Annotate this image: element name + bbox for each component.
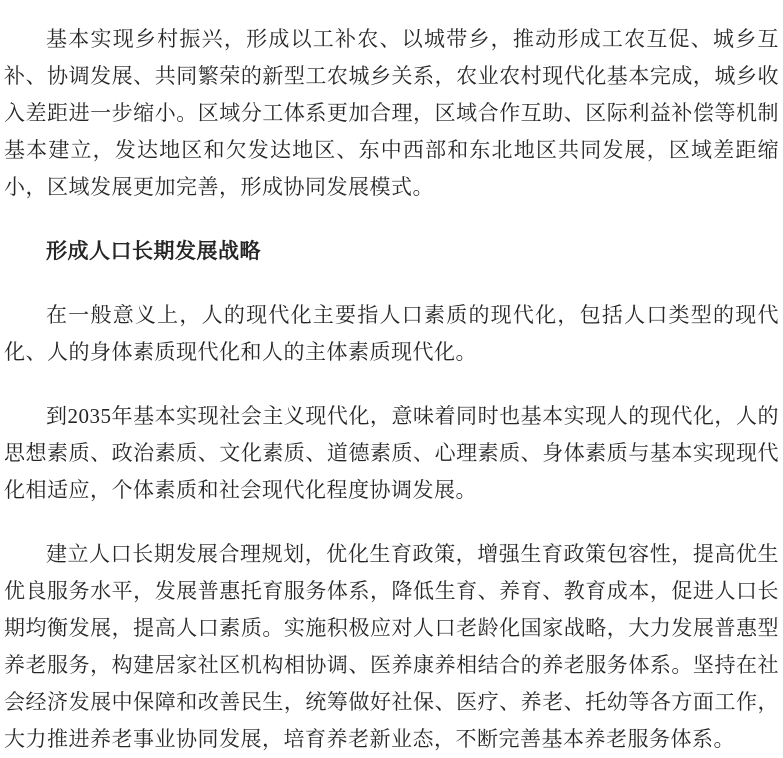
paragraph: 在一般意义上，人的现代化主要指人口素质的现代化，包括人口类型的现代化、人的身体素质现代化和人的主体素质现代化。 (4, 303, 779, 364)
paragraph: 建立人口长期发展合理规划，优化生育政策，增强生育政策包容性，提高优生优良服务水平，发展普惠托育服务体系，降低生育、养育、教育成本，促进人口长期均衡发展，提高人口素质。实施积极应对人口老龄化国家战略，大力发展普惠型养老服务，构建居家社区机构相协调、医养康养相结合的养老服务体系。坚持在社会经济发展中保障和改善民生，统筹做好社保、医疗、养老、托幼等各方面工作，大力推进养老事业协同发展，培育养老新业态，不断完善基本养老服务体系。 (4, 542, 779, 751)
paragraph: 到2035年基本实现社会主义现代化，意味着同时也基本实现人的现代化，人的思想素质、政治素质、文化素质、道德素质、心理素质、身体素质与基本实现现代化相适应，个体素质和社会现代化程度协调发展。 (4, 404, 779, 502)
section-heading: 形成人口长期发展战略 (46, 239, 261, 263)
paragraph: 基本实现乡村振兴，形成以工补农、以城带乡，推动形成工农互促、城乡互补、协调发展、共同繁荣的新型工农城乡关系，农业农村现代化基本完成，城乡收入差距进一步缩小。区域分工体系更加合理，区域合作互助、区际利益补偿等机制基本建立，发达地区和欠发达地区、东中西部和东北地区共同发展，区域差距缩小，区域发展更加完善，形成协同发展模式。 (4, 27, 779, 199)
